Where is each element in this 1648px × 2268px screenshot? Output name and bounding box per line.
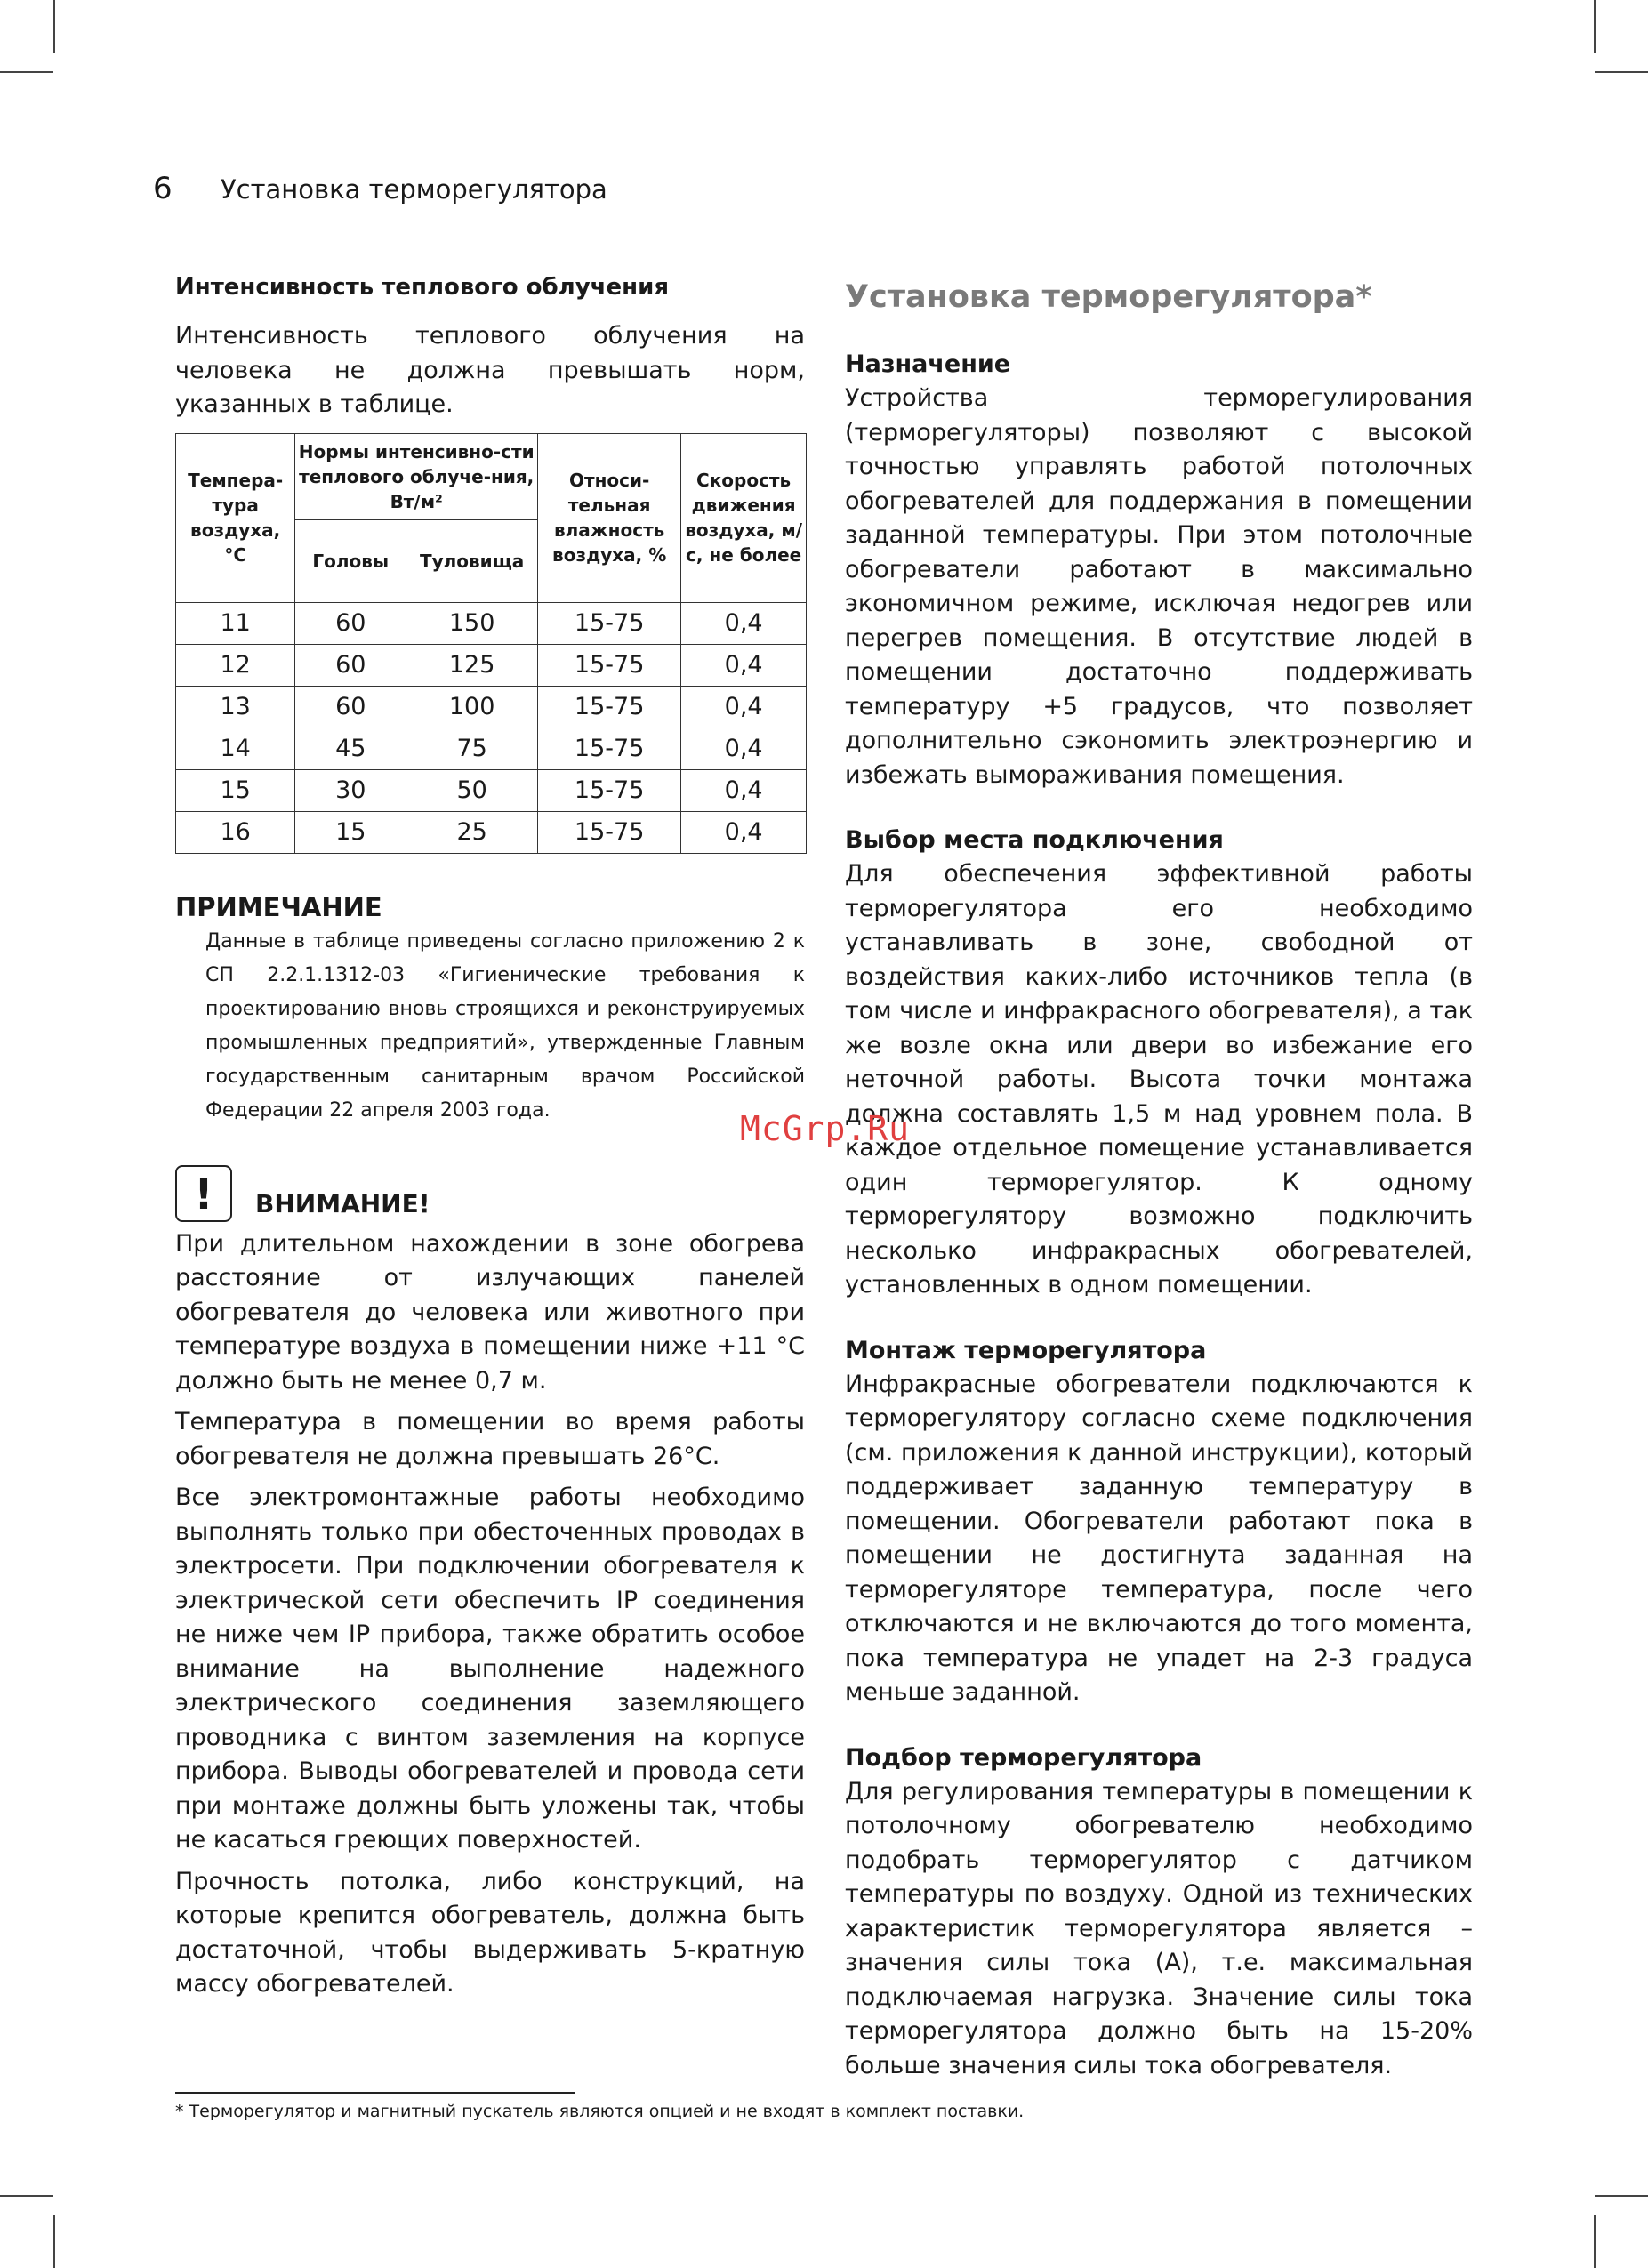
warning-icon: ! (175, 1165, 232, 1222)
note-text: Данные в таблице приведены согласно приложению 2 к СП 2.2.1.1312-03 «Гигиенические требования к проектированию вновь строящихся и реконструируемых промышленных предприятий», утвержденные Главным государственным санитарным врачом Российской Федерации 22 апреля 2003 года. (205, 929, 805, 1122)
table-cell: 75 (406, 728, 538, 769)
table-cell: 0,4 (681, 602, 807, 644)
table-cell: 100 (406, 686, 538, 728)
table-cell: 15-75 (538, 686, 681, 728)
section-title: Монтаж терморегулятора (845, 1336, 1207, 1364)
crop-mark (1595, 71, 1648, 73)
table-cell: 11 (176, 602, 295, 644)
warning-header (175, 1165, 805, 1227)
col-temp-header: Темпера-тура воздуха, °С (176, 433, 295, 602)
page-number: 6 (153, 171, 173, 206)
table-cell: 15-75 (538, 728, 681, 769)
note-title: ПРИМЕЧАНИЕ (175, 891, 382, 922)
footnote-rule (175, 2092, 575, 2094)
table-cell: 13 (176, 686, 295, 728)
section-mounting (845, 1334, 1473, 1710)
crop-mark (1595, 2195, 1648, 2197)
crop-mark (53, 0, 55, 53)
table-cell: 15 (295, 811, 406, 853)
table-cell: 15-75 (538, 644, 681, 686)
table-cell: 60 (295, 644, 406, 686)
col-norms-header: Нормы интенсивно-сти теплового облуче-ния, Вт/м² (295, 433, 538, 519)
table-cell: 14 (176, 728, 295, 769)
warning-paragraph: Температура в помещении во время работы обогревателя не должна превышать 26°С. (175, 1408, 805, 1470)
right-column (845, 271, 1473, 2083)
table-cell: 150 (406, 602, 538, 644)
section-title: Выбор места подключения (845, 826, 1224, 854)
table-cell: 50 (406, 769, 538, 811)
table-cell: 0,4 (681, 686, 807, 728)
crop-mark (1594, 0, 1596, 53)
section-title: Назначение (845, 350, 1011, 378)
section-text: Для регулирования температуры в помещении к потолочному обогревателю необходимо подобрать терморегулятор с датчиком температуры по воздуху. Одной из технических характеристик терморегулятора является – значения силы тока (А), т.е. максимальная подключаемая нагрузка. Значение силы тока терморегулятора должно быть на 15-20% больше значения силы тока обогревателя. (845, 1777, 1473, 2079)
table-row (176, 728, 807, 769)
col-torso-header: Туловища (406, 519, 538, 602)
watermark: McGrp.Ru (740, 1109, 911, 1148)
table-cell: 15 (176, 769, 295, 811)
section-main-title: Установка терморегулятора* (845, 279, 1372, 315)
irradiation-intro: Интенсивность теплового облучения на человека не должна превышать норм, указанных в таблице. (175, 322, 805, 418)
section-selection (845, 1741, 1473, 2084)
table-cell: 60 (295, 686, 406, 728)
section-title: Подбор терморегулятора (845, 1743, 1202, 1772)
warning-paragraph: При длительном нахождении в зоне обогрева расстояние от излучающих панелей обогревателя до человека или животного при температуре воздуха в помещении ниже +11 °С должно быть не менее 0,7 м. (175, 1229, 805, 1395)
footnote: * Терморегулятор и магнитный пускатель являются опцией и не входят в комплект поставки. (175, 2102, 1025, 2121)
irradiation-heading: Интенсивность теплового облучения (175, 274, 670, 301)
table-row (176, 811, 807, 853)
table-cell: 12 (176, 644, 295, 686)
section-purpose (845, 348, 1473, 792)
section-location (845, 824, 1473, 1303)
warning-paragraph: Все электромонтажные работы необходимо выполнять только при обесточенных проводах в электросети. При подключении обогревателя к электрической сети обеспечить IP соединения не ниже чем IP прибора, также обратить особое внимание на выполнение надежного электрического соединения заземляющего проводника с винтом заземления на корпусе прибора. Выводы обогревателей и провода сети при монтаже должны быть уложены так, чтобы не касаться греющих поверхностей. (175, 1484, 805, 1854)
table-row (176, 686, 807, 728)
table-cell: 25 (406, 811, 538, 853)
table-cell: 45 (295, 728, 406, 769)
left-column (175, 271, 805, 2009)
table-cell: 0,4 (681, 728, 807, 769)
table-cell: 0,4 (681, 769, 807, 811)
table-row (176, 644, 807, 686)
warning-paragraph: Прочность потолка, либо конструкций, на которые крепится обогреватель, должна быть достаточной, чтобы выдерживать 5-кратную массу обогревателей. (175, 1867, 805, 1998)
crop-mark (0, 2195, 53, 2197)
section-text: Инфракрасные обогреватели подключаются к терморегулятору согласно схеме подключения (см. приложения к данной инструкции), который поддерживает заданную температуру в помещении. Обогреватели работают пока в помещении не достигнута заданная на терморегуляторе температура, после чего отключаются и не включаются до того момента, пока температура не упадет на 2-3 градуса меньше заданной. (845, 1370, 1473, 1706)
section-text: Для обеспечения эффективной работы терморегулятора его необходимо устанавливать в зоне, свободной от воздействия каких-либо источников тепла (в том числе и инфракрасного обогревателя), а так же возле окна или двери во избежание его неточной работы. Высота точки монтажа должна составлять 1,5 м над уровнем пола. В каждое отдельное помещение устанавливается один терморегулятор. К одному терморегулятору возможно подключить несколько инфракрасных обогревателей, установленных в одном помещении. (845, 860, 1473, 1299)
section-text: Устройства терморегулирования (терморегуляторы) позволяют с высокой точностью управлять работой потолочных обогревателей для поддержания в помещении заданной температуры. При этом потолочные обогреватели работают в максимально экономичном режиме, исключая недогрев или перегрев помещения. В отсутствие людей в помещении достаточно поддерживать температуру +5 градусов, что позволяет дополнительно сэкономить электроэнергию и избежать вымораживания помещения. (845, 384, 1473, 789)
table-cell: 15-75 (538, 769, 681, 811)
table-cell: 0,4 (681, 811, 807, 853)
table-cell: 60 (295, 602, 406, 644)
running-title: Установка терморегулятора (221, 174, 607, 205)
crop-mark (0, 71, 53, 73)
col-speed-header: Скорость движения воздуха, м/с, не более (681, 433, 807, 602)
crop-mark (53, 2215, 55, 2268)
table-cell: 15-75 (538, 602, 681, 644)
table-cell: 0,4 (681, 644, 807, 686)
table-cell: 16 (176, 811, 295, 853)
page-header (153, 169, 607, 209)
table-row (176, 602, 807, 644)
norms-table (175, 433, 807, 854)
table-cell: 15-75 (538, 811, 681, 853)
crop-mark (1594, 2215, 1596, 2268)
table-row (176, 769, 807, 811)
col-head-header: Головы (295, 519, 406, 602)
warning-title: ВНИМАНИЕ! (255, 1188, 430, 1218)
table-cell: 125 (406, 644, 538, 686)
table-cell: 30 (295, 769, 406, 811)
col-humidity-header: Относи-тельная влажность воздуха, % (538, 433, 681, 602)
